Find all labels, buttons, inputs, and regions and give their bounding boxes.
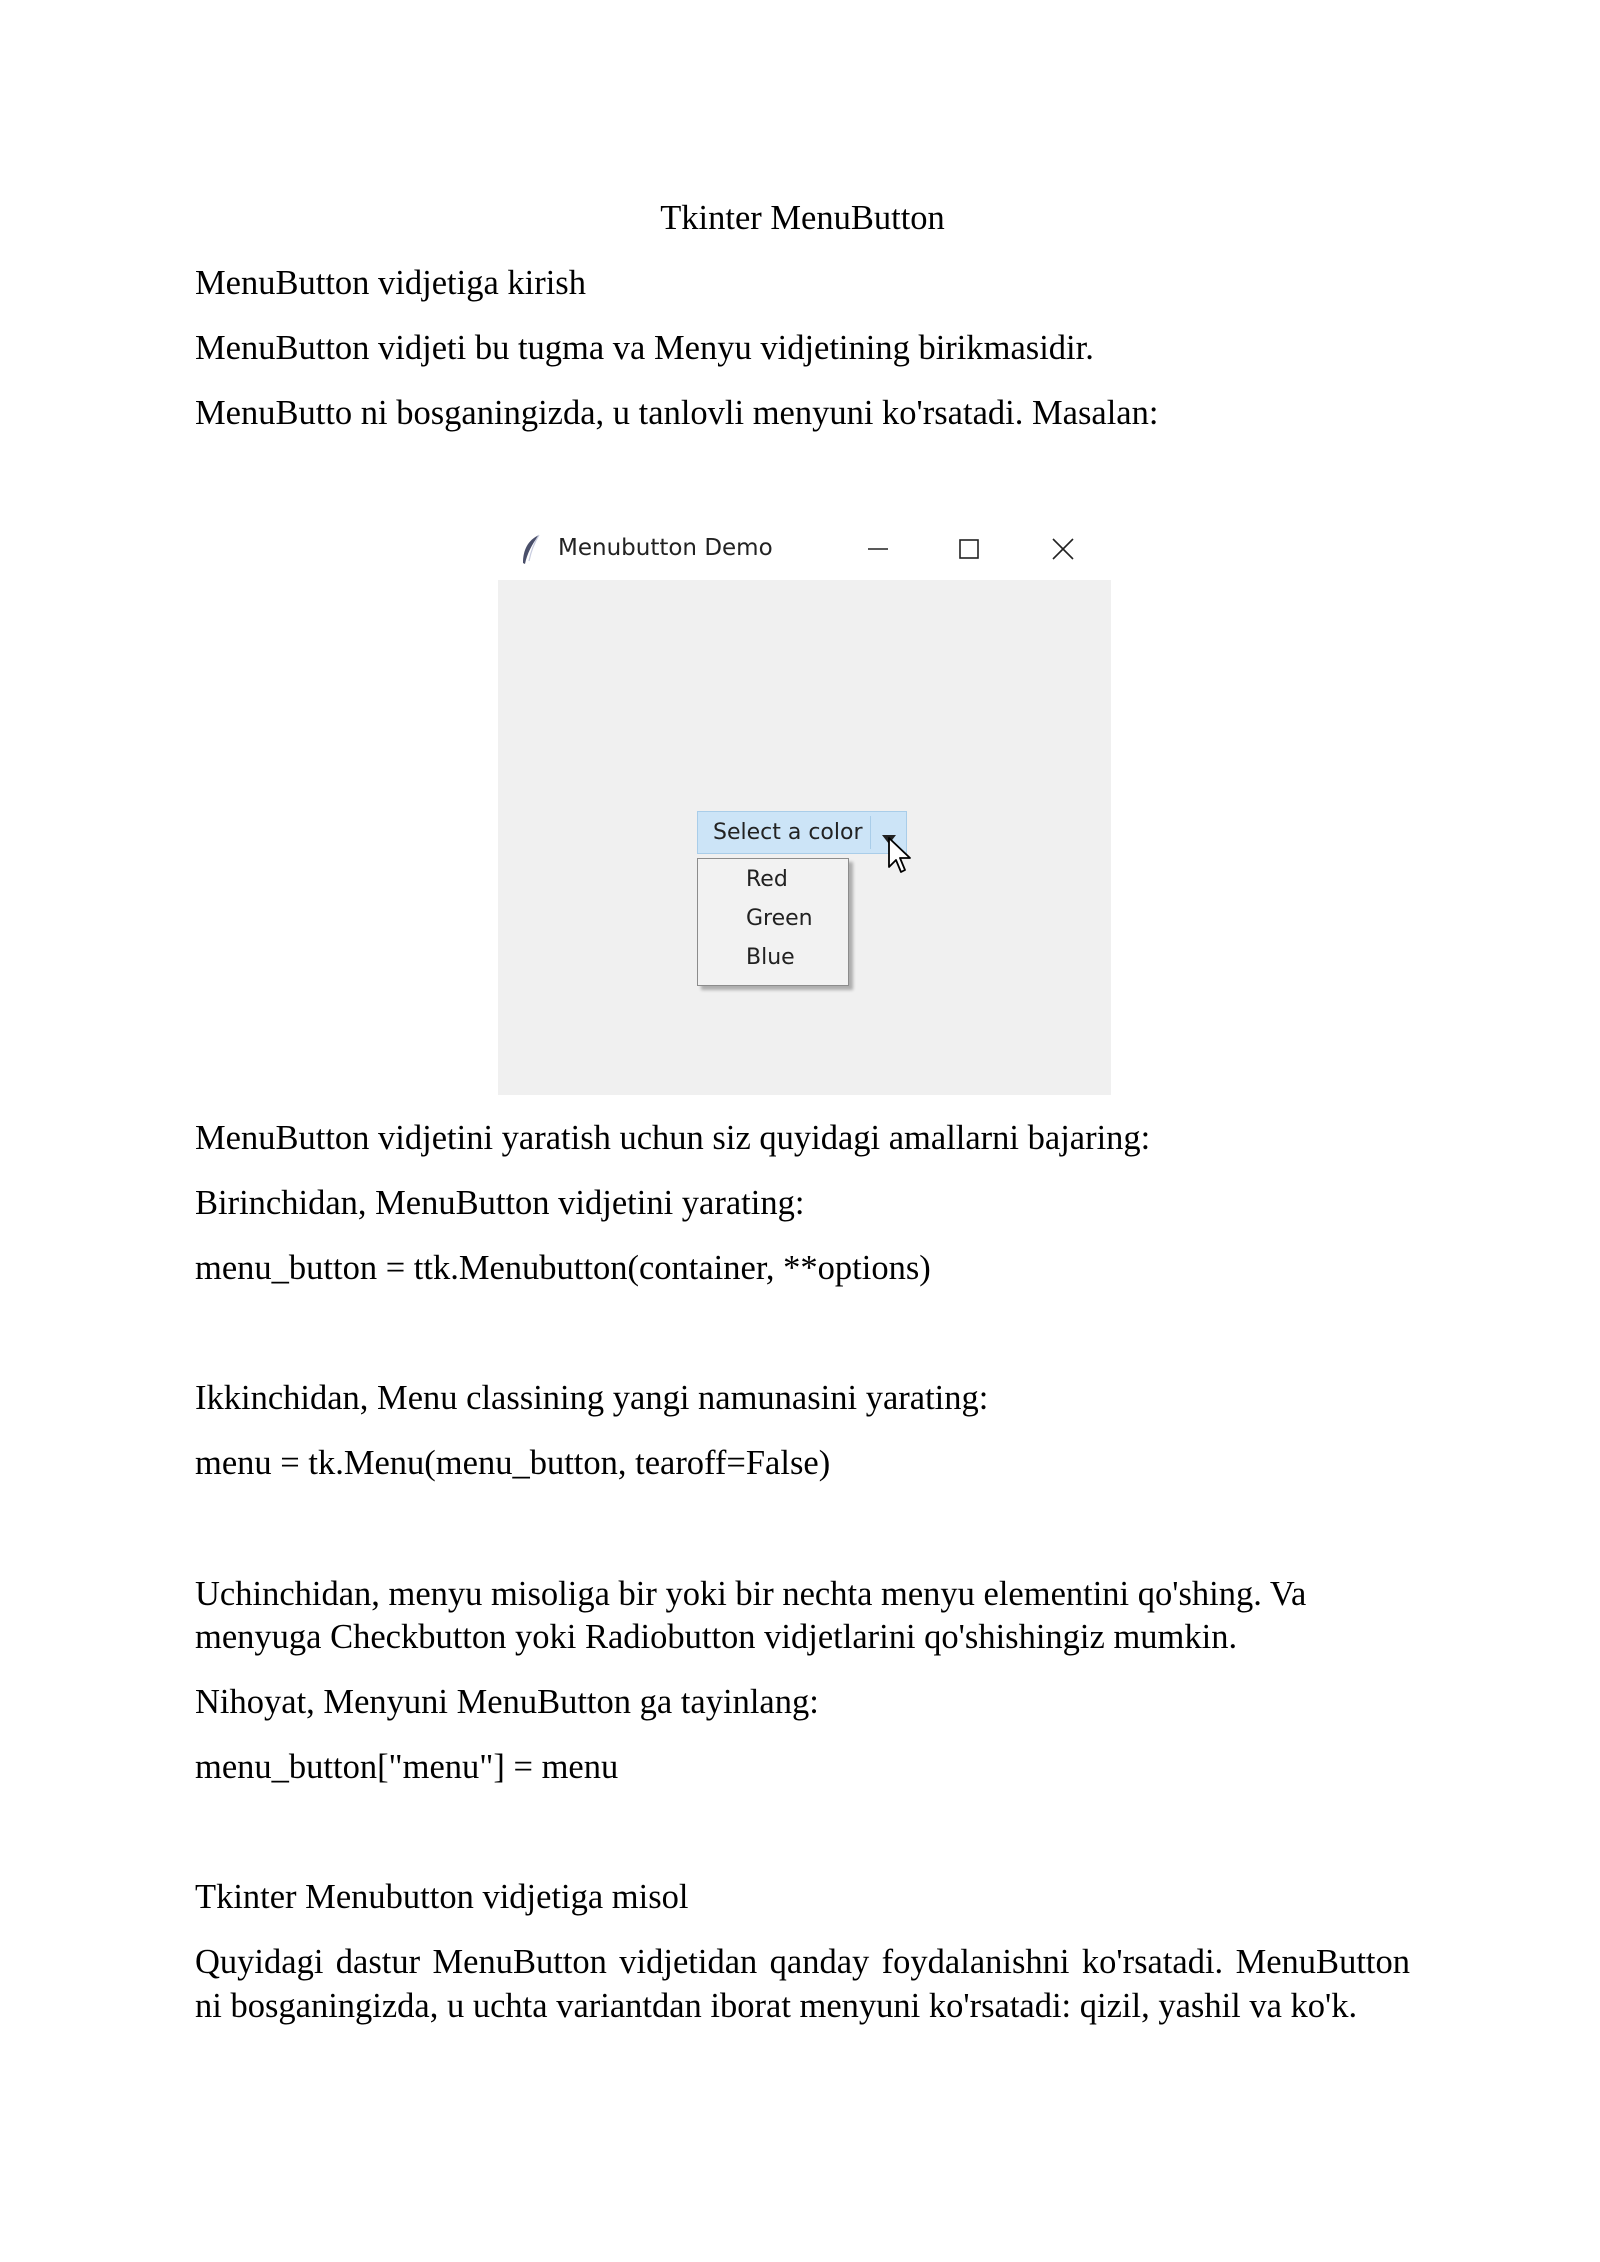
section-heading-example: Tkinter Menubutton vidjetiga misol	[195, 1878, 689, 1916]
step-paragraph: Nihoyat, Menyuni MenuButton ga tayinlang:	[195, 1683, 819, 1721]
menu-item-blue[interactable]: Blue	[746, 945, 795, 970]
window-titlebar	[498, 518, 1111, 580]
code-line: menu = tk.Menu(menu_button, tearoff=False)	[195, 1444, 831, 1482]
step-paragraph: Birinchidan, MenuButton vidjetini yarating:	[195, 1184, 805, 1222]
paragraph: MenuButton vidjeti bu tugma va Menyu vidjetining birikmasidir.	[195, 329, 1094, 367]
feather-icon	[520, 534, 542, 566]
menubutton-demo-screenshot	[498, 518, 1111, 1095]
paragraph: MenuButto ni bosganingizda, u tanlovli menyuni ko'rsatadi. Masalan:	[195, 394, 1159, 432]
code-line: menu_button = ttk.Menubutton(container, **options)	[195, 1249, 931, 1287]
menubutton-divider	[870, 816, 871, 849]
step-paragraph: Uchinchidan, menyu misoliga bir yoki bir nechta menyu elementini qo'shing. Va	[195, 1575, 1307, 1613]
maximize-icon[interactable]	[949, 532, 989, 566]
paragraph: Quyidagi dastur MenuButton vidjetidan qanday foydalanishni ko'rsatadi. MenuButton ni bosganingizda, u uchta variantdan iborat menyuni ko'rsatadi: qizil, yashil va ko'k.	[195, 1943, 1410, 2025]
menu-item-red[interactable]: Red	[746, 867, 788, 892]
section-heading-intro: MenuButton vidjetiga kirish	[195, 264, 586, 302]
color-dropdown-menu	[697, 858, 849, 986]
minimize-icon[interactable]	[858, 532, 898, 566]
close-icon[interactable]	[1043, 532, 1083, 566]
document-title: Tkinter MenuButton	[660, 199, 945, 237]
select-color-menubutton[interactable]	[697, 811, 907, 854]
step-paragraph: Ikkinchidan, Menu classining yangi namunasini yarating:	[195, 1379, 989, 1417]
paragraph: MenuButton vidjetini yaratish uchun siz quyidagi amallarni bajaring:	[195, 1119, 1151, 1157]
window-title: Menubutton Demo	[558, 535, 773, 561]
code-line: menu_button["menu"] = menu	[195, 1748, 619, 1786]
step-paragraph: menyuga Checkbutton yoki Radiobutton vidjetlarini qo'shishingiz mumkin.	[195, 1618, 1238, 1656]
menubutton-label: Select a color	[713, 820, 863, 845]
menu-item-green[interactable]: Green	[746, 906, 813, 931]
mouse-pointer-icon	[887, 836, 913, 876]
